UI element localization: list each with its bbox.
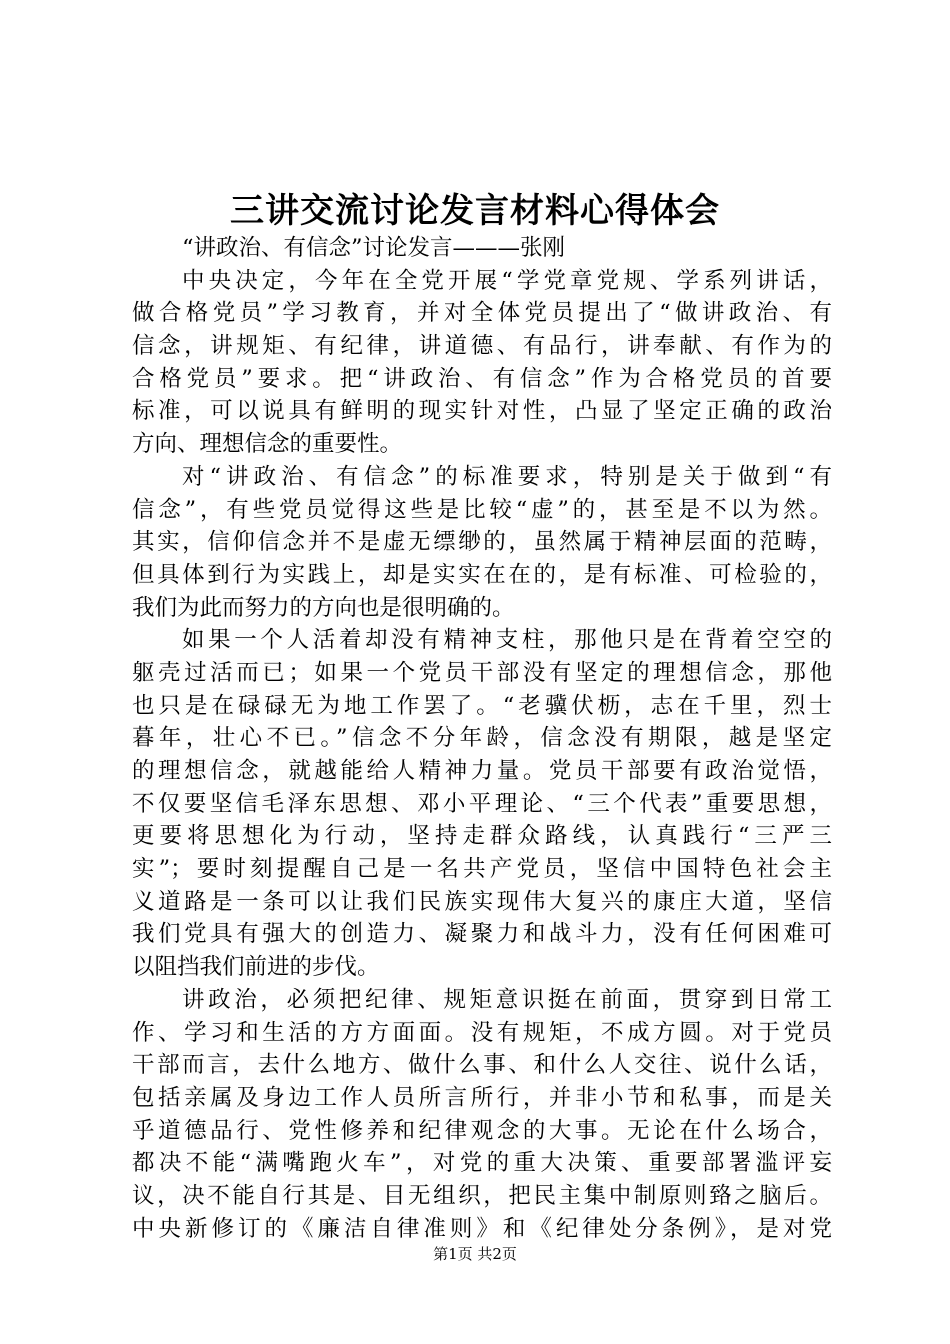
text-line: 也只是在碌碌无为地工作罢了。“老骥伏枥，志在千里，烈士 xyxy=(132,692,832,719)
text-line: 但具体到行为实践上，却是实实在在的，是有标准、可检验的， xyxy=(132,561,832,588)
text-line: 更要将思想化为行动，坚持走群众路线，认真践行“三严三 xyxy=(132,823,832,850)
text-line: 不仅要坚信毛泽东思想、邓小平理论、“三个代表”重要思想， xyxy=(132,790,832,817)
text-line: 议，决不能自行其是、目无组织，把民主集中制原则臵之脑后。 xyxy=(132,1182,832,1209)
text-line: 我们党具有强大的创造力、凝聚力和战斗力，没有任何困难可 xyxy=(132,921,832,948)
text-line: 讲政治，必须把纪律、规矩意识挺在前面，贯穿到日常工 xyxy=(182,986,832,1013)
text-line: 中央决定，今年在全党开展“学党章党规、学系列讲话， xyxy=(182,267,832,294)
text-line: 信念”，有些党员觉得这些是比较“虚”的，甚至是不以为然。 xyxy=(132,496,832,523)
text-line: 乎道德品行、党性修养和纪律观念的大事。无论在什么场合， xyxy=(132,1117,832,1144)
text-line: 实”；要时刻提醒自己是一名共产党员，坚信中国特色社会主 xyxy=(132,856,832,883)
text-line: 其实，信仰信念并不是虚无缥缈的，虽然属于精神层面的范畴， xyxy=(132,529,832,556)
text-line: 标准，可以说具有鲜明的现实针对性，凸显了坚定正确的政治 xyxy=(132,398,832,425)
text-line: 以阻挡我们前进的步伐。 xyxy=(132,954,380,981)
document-title: 三讲交流讨论发言材料心得体会 xyxy=(230,191,720,231)
text-line: 都决不能“满嘴跑火车”，对党的重大决策、重要部署滥评妄 xyxy=(132,1150,832,1177)
text-line: 如果一个人活着却没有精神支柱，那他只是在背着空空的 xyxy=(182,627,832,654)
text-line: 合格党员”要求。把“讲政治、有信念”作为合格党员的首要 xyxy=(132,365,832,392)
document-body xyxy=(132,232,832,1245)
text-line: 中央新修订的《廉洁自律准则》和《纪律处分条例》，是对党 xyxy=(132,1215,832,1242)
text-line: 做合格党员”学习教育，并对全体党员提出了“做讲政治、有 xyxy=(132,300,832,327)
text-line: 包括亲属及身边工作人员所言所行，并非小节和私事，而是关 xyxy=(132,1084,832,1111)
text-line: 干部而言，去什么地方、做什么事、和什么人交往、说什么话， xyxy=(132,1052,832,1079)
page-footer: 第1页 共2页 xyxy=(433,1245,517,1263)
text-line: 暮年，壮心不已。”信念不分年龄，信念没有期限，越是坚定 xyxy=(132,725,832,752)
text-line: “讲政治、有信念”讨论发言———张刚 xyxy=(182,235,566,261)
text-line: 义道路是一条可以让我们民族实现伟大复兴的康庄大道，坚信 xyxy=(132,888,832,915)
text-line: 方向、理想信念的重要性。 xyxy=(132,431,403,458)
text-line: 对“讲政治、有信念”的标准要求，特别是关于做到“有 xyxy=(182,463,832,490)
text-line: 躯壳过活而已；如果一个党员干部没有坚定的理想信念，那他 xyxy=(132,659,832,686)
text-line: 信念，讲规矩、有纪律，讲道德、有品行，讲奉献、有作为的 xyxy=(132,333,832,360)
text-line: 作、学习和生活的方方面面。没有规矩，不成方圆。对于党员 xyxy=(132,1019,832,1046)
text-line: 我们为此而努力的方向也是很明确的。 xyxy=(132,594,515,621)
text-line: 的理想信念，就越能给人精神力量。党员干部要有政治觉悟， xyxy=(132,758,832,784)
